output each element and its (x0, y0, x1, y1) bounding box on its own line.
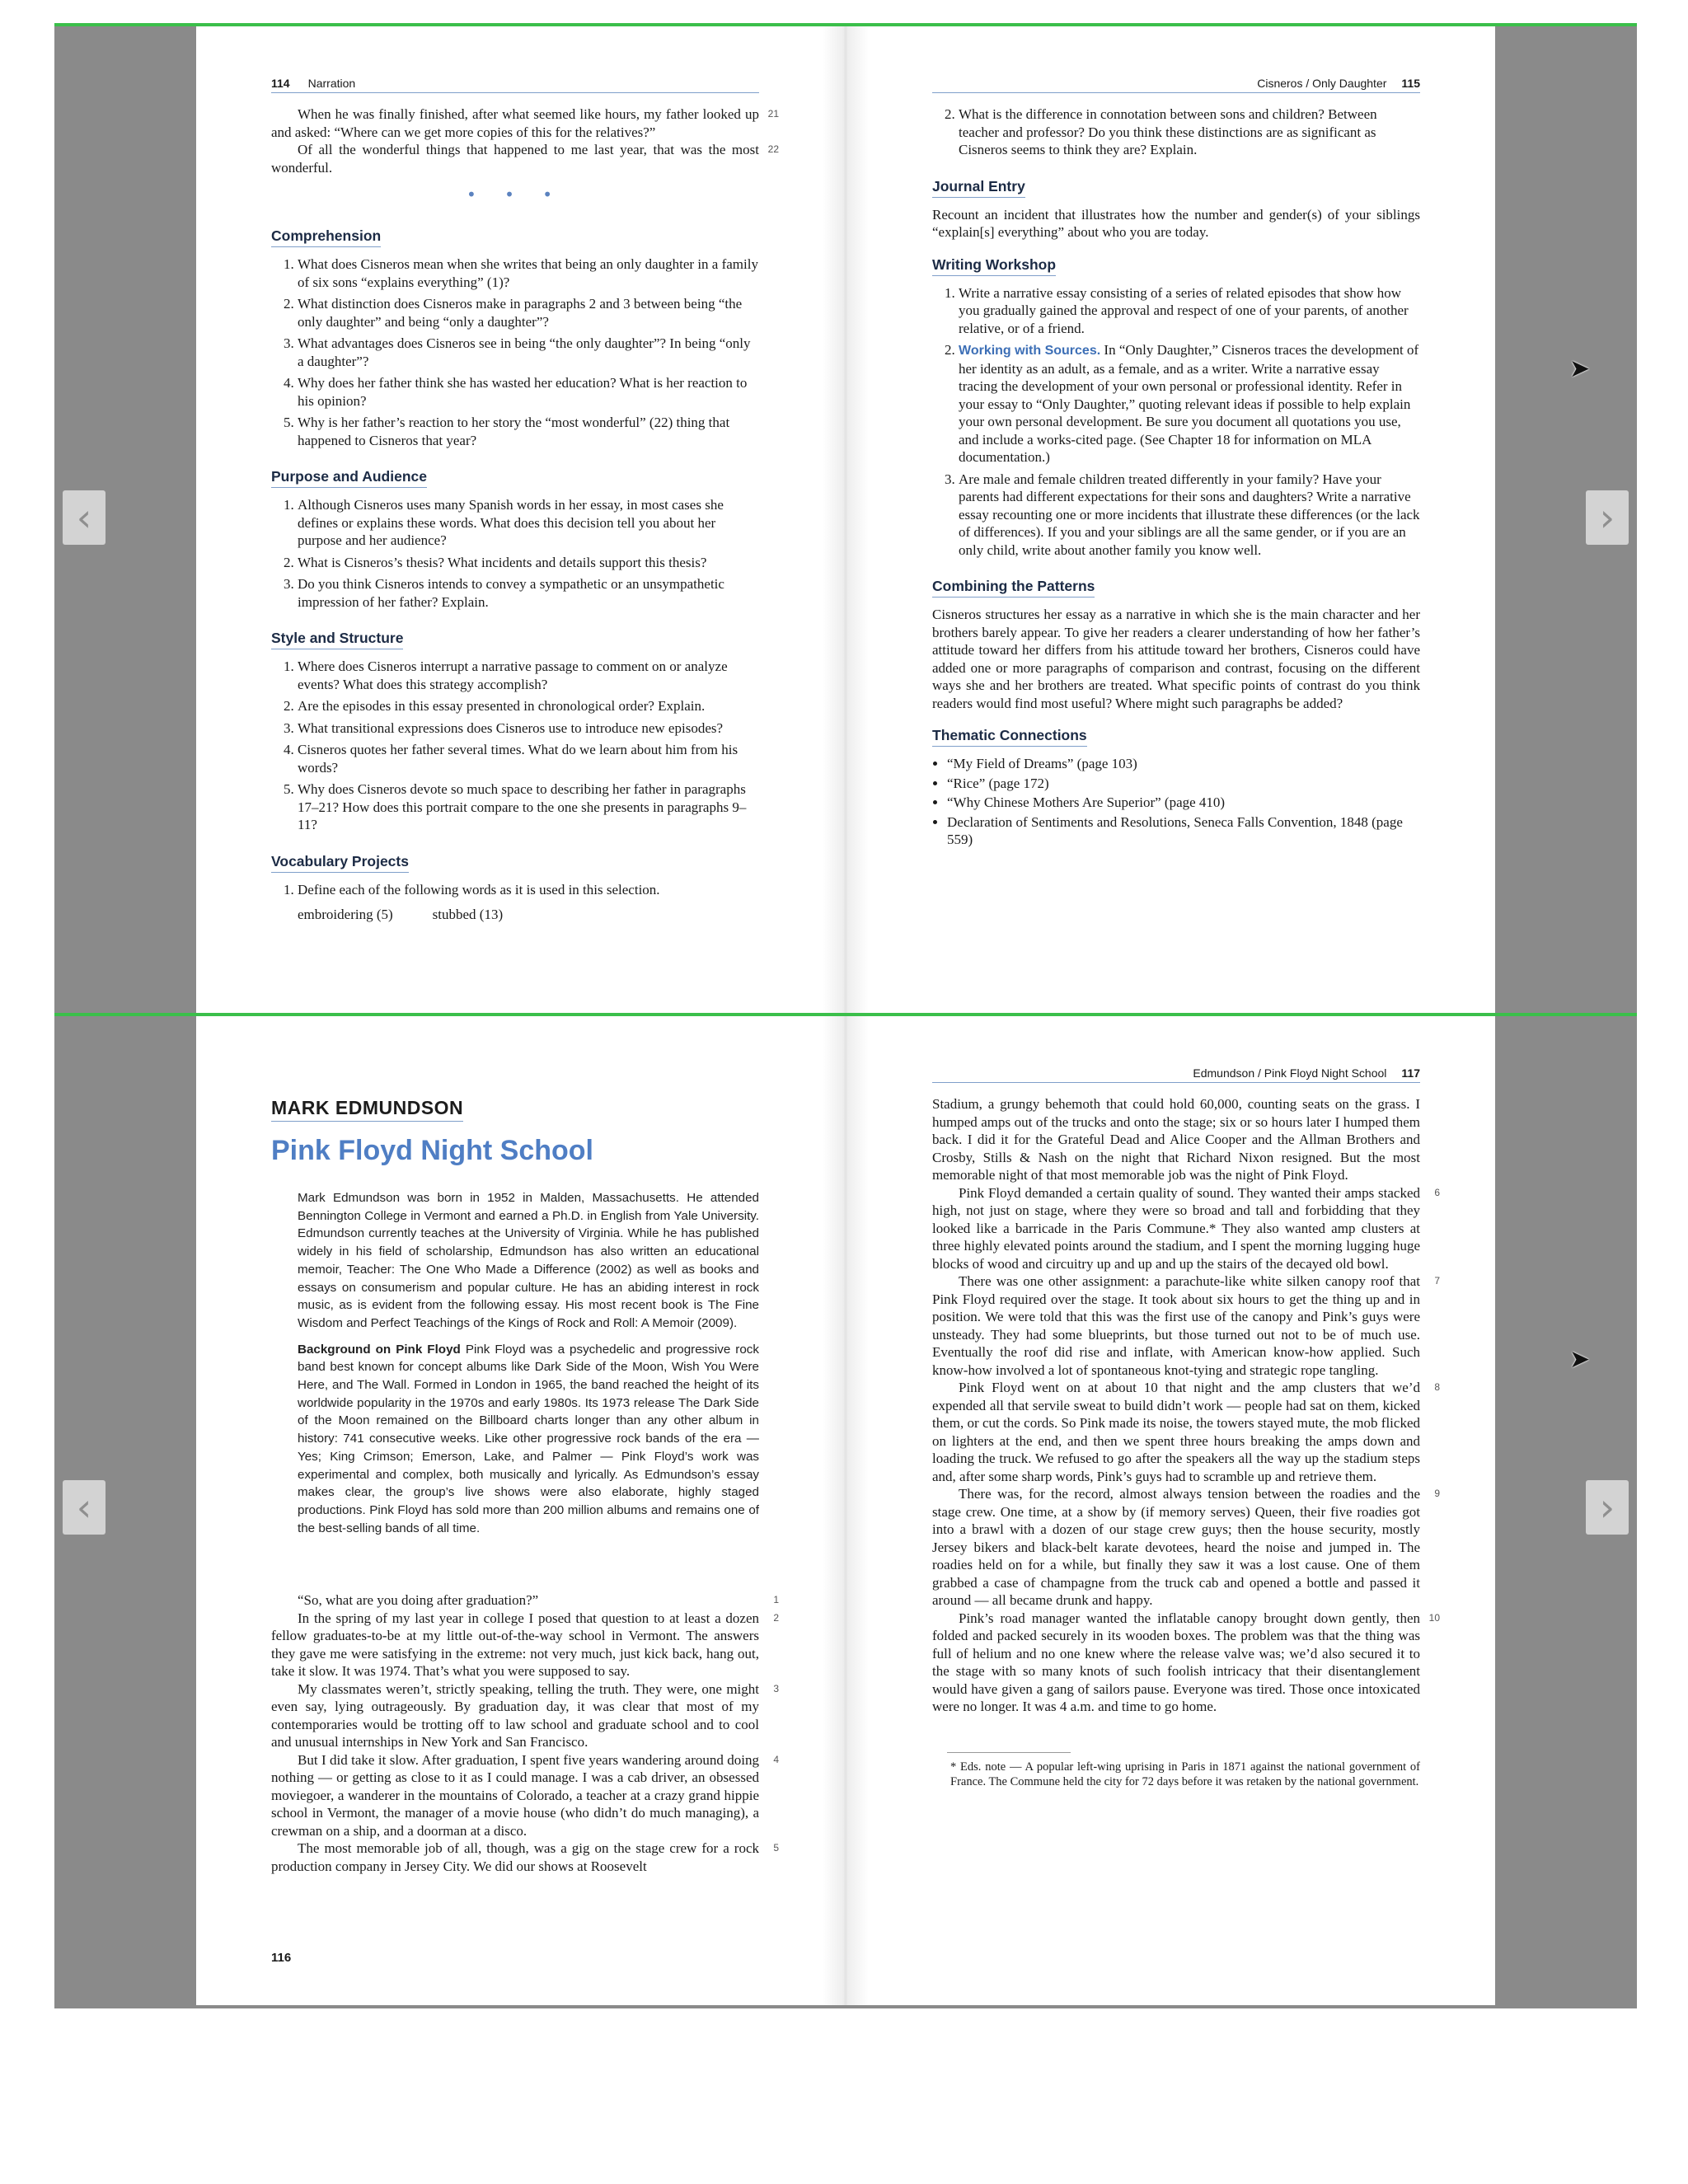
question: 5. Why is her father’s reaction to her story the “most wonderful” (22) thing that happened to Cisneros that year? (298, 414, 759, 449)
running-head (932, 1064, 1420, 1083)
page-116 (271, 1016, 779, 2005)
paragraph: There was, for the record, almost always tension between the roadies and the stage crew. One time, at a show by (if memory serves) Queen, their five roadies got into a brawl with a dozen of our stage crew guys; then the house security, mostly Jersey bikers and black-belt karate devotees, heard the noise and jumped in. The roadies held on for a while, but finally they saw it was a lost cause. One of them grabbed a case of champagne from the truck cab and opened a bottle and passed it around — all became drunk and happy. 9 (932, 1486, 1440, 1608)
spread-row-2 (54, 1013, 1637, 2008)
paragraph: My classmates weren’t, strictly speaking, telling the truth. They were, one might even say, lying outrageously. By graduation day, it was clear that most of my contemporaries would be trotting off to law school and graduate school and to cool and unusual internships in New York and San Francisco. 3 (271, 1680, 779, 1750)
page-115 (932, 26, 1420, 1015)
spread-row-1 (54, 23, 1637, 1019)
question: 1. Define each of the following words as it is used in this selection. (298, 881, 759, 899)
question: 1. Although Cisneros uses many Spanish words in her essay, in most cases she defines or explains these words. What does this decision tell you about her purpose and her audience? (298, 496, 759, 550)
question: 2. What distinction does Cisneros make in paragraphs 2 and 3 between being “the only daughter” and being “only a daughter”? (298, 295, 759, 330)
paragraph-number: 10 (1428, 1611, 1440, 1624)
question: 4. Why does her father think she has wasted her education? What is her reaction to his opinion? (298, 374, 759, 410)
question: 2. What is the difference in connotation between sons and children? Between teacher and professor? Do you think these distinctions are as significant as Cisneros seems to think they are? Explain. (959, 105, 1420, 159)
paragraph-number: 5 (773, 1842, 779, 1854)
mouse-pointer-icon: ➤ (1569, 354, 1591, 383)
next-page-button[interactable] (1586, 490, 1629, 545)
prev-page-button[interactable] (63, 490, 106, 545)
vocab-word: stubbed (13) (432, 907, 504, 922)
book-spread-114-115 (196, 26, 1495, 1015)
section-heading-comprehension: Comprehension (271, 227, 381, 247)
section-heading-style: Style and Structure (271, 630, 403, 649)
paragraph: There was one other assignment: a parachute-like white silken canopy roof that Pink Floyd required over the stage. It took about six hours to get the thing up and in position. We were told that this was the first use of the canopy and Pink’s guys were unsteady. They had some blueprints, but those turned out not to be of much use. Eventually the roof did rise and inflate, with American know-how applied. Such know-how involved a lot of spontaneous knot-tying and strategic rope tangling. 7 (932, 1273, 1440, 1378)
running-head (932, 74, 1420, 93)
page-114-content (271, 105, 779, 923)
writing-prompt: 2. Working with Sources. In “Only Daughter,” Cisneros traces the development of her identity as an adult, as a female, and as a writer. Write a narrative essay tracing the development of your own personal or professional identity. Refer in your essay to “Only Daughter,” quoting relevant ideas if possible to help explain your own personal development. Be sure you document all quotations you use, and include a works-cited page. (See Chapter 18 for information on MLA documentation.) (959, 341, 1420, 466)
paragraph-number: 1 (773, 1594, 779, 1605)
footnote-rule (947, 1752, 1071, 1753)
vocab-word: embroidering (5) (298, 907, 393, 922)
question: 1. Where does Cisneros interrupt a narrative passage to comment on or analyze events? What does this strategy accomplish? (298, 658, 759, 693)
question: 3. What advantages does Cisneros see in being “the only daughter”? In being “only a daughter”? (298, 335, 759, 370)
writing-workshop-prompts (932, 284, 1420, 560)
paragraph-number: 7 (1434, 1275, 1440, 1286)
paragraph: The most memorable job of all, though, was a gig on the stage crew for a rock production company in Jersey City. We did our shows at Roosevelt 5 (271, 1840, 779, 1874)
book-spread-116-117 (196, 1016, 1495, 2005)
headnote (298, 1189, 759, 1545)
vocabulary-questions (271, 881, 759, 899)
list-item: • “Why Chinese Mothers Are Superior” (page 410) (947, 794, 1420, 812)
page-number: 115 (1401, 77, 1420, 90)
section-heading-combining: Combining the Patterns (932, 578, 1095, 598)
paragraph: Pink Floyd demanded a certain quality of sound. They wanted their amps stacked high, not just on stage, where they were so broad and tall and forbidding that they looked like a barricade in the Paris Commune.* They also wanted amp clusters at three highly elevated points around the stadium, and I spent the morning lugging huge blocks of wood and circuitry up and up and up the stairs of the decayed old bowl. 6 (932, 1184, 1440, 1272)
writing-prompt: 3. Are male and female children treated differently in your family? Have your parents had different expectations for their sons and daughters? Write a narrative essay recounting one or more incidents that illustrate these differences (or the lack of differences). If you and your siblings are all the same gender, or if you are an only child, write about another family you know well. (959, 471, 1420, 560)
vocabulary-questions-continued (932, 105, 1420, 159)
paragraph-number: 4 (773, 1753, 779, 1765)
list-item: • Declaration of Sentiments and Resolutions, Seneca Falls Convention, 1848 (page 559) (947, 813, 1420, 849)
page-117 (932, 1016, 1440, 2005)
author-name: MARK EDMUNDSON (271, 1097, 463, 1122)
paragraph-number: 2 (773, 1611, 779, 1624)
page-number: 117 (1401, 1066, 1420, 1080)
style-questions (271, 658, 759, 834)
question: 2. What is Cisneros’s thesis? What incidents and details support this thesis? (298, 554, 759, 572)
page-number: 116 (271, 1951, 292, 1965)
list-item: • “My Field of Dreams” (page 103) (947, 755, 1420, 773)
paragraph: When he was finally finished, after what seemed like hours, my father looked up and asked: “Where can we get more copies of this for the relatives?” 21 (271, 106, 779, 140)
background-heading: Background on Pink Floyd (298, 1342, 461, 1357)
prev-page-button[interactable] (63, 1480, 106, 1535)
question: 2. Are the episodes in this essay presented in chronological order? Explain. (298, 697, 759, 715)
paragraph: Stadium, a grungy behemoth that could hold 60,000, counting seats on the grass. I humped amps out of the trucks and onto the stage; six or so hours later I humped them back. I did it for the Grateful Dead and Alice Cooper and the Allman Brothers and Crosby, Stills & Nash on the night that Richard Nixon resigned. But the most memorable night of that most memorable job was the night of Pink Floyd. (932, 1096, 1420, 1183)
section-ornament: • • • (466, 185, 565, 204)
paragraph: Of all the wonderful things that happened to me last year, that was the most wonderful. 22 (271, 142, 779, 176)
running-head (271, 74, 759, 93)
paragraph-number: 22 (767, 143, 779, 155)
page-number: 114 (271, 77, 290, 90)
paragraph: Pink Floyd went on at about 10 that night and the amp clusters that we’d expended all that servile sweat to build didn’t work — people had sat on them, kicked them, or cut the cords. So Pink made its noise, the towers stayed mute, the mob flicked on lighters at the end, and then we spent three hours breaking the amps down and loading the truck. We refused to go after the speakers all the way up the stadium steps and, after some sharp words, Pink’s guys had to scramble up and retrieve them. 8 (932, 1380, 1440, 1484)
writing-prompt: 1. Write a narrative essay consisting of a series of related episodes that show how you gradually gained the approval and respect of one of your parents, of another relative, or of a friend. (959, 284, 1420, 338)
journal-prompt: Recount an incident that illustrates how the number and gender(s) of your siblings “explain[s] everything” about who you are today. (932, 206, 1420, 240)
background-note: Background on Pink Floyd Pink Floyd was a psychedelic and progressive rock band best known for concept albums like Dark Side of the Moon, Wish You Were Here, and The Wall. Formed in London in 1965, the band reached the height of its worldwide popularity in the 1970s and early 1980s. Its 1973 release The Dark Side of the Moon remained on the Billboard charts longer than any other album in history: 741 consecutive weeks. Like other progressive rock bands of the era — Yes; King Crimson; Emerson, Lake, and Palmer — Pink Floyd’s work was experimental and complex, both musically and lyrically. As Edmundson’s essay makes clear, the group’s live shows were also elaborate, highly staged productions. Pink Floyd has sold more than 200 million albums and remains one of the best-selling bands of all time. (298, 1342, 759, 1535)
author-bio: Mark Edmundson was born in 1952 in Malden, Massachusetts. He attended Bennington College in Vermont and earned a Ph.D. in English from Yale University. Edmundson currently teaches at the University of Virginia. While he has published widely in his field of scholarship, Edmundson has also written an educational memoir, Teacher: The One Who Made a Difference (2002) as well as books and essays on consumerism and popular culture. He has an abiding interest in rock music, as is evident from the following essay. His most recent book is The Fine Wisdom and Perfect Teachings of the Kings of Rock and Roll: A Memoir (2009). (298, 1191, 759, 1330)
chevron-left-icon: ‹ (76, 1485, 92, 1530)
paragraph-number: 9 (1434, 1488, 1440, 1499)
thematic-connections-list (932, 755, 1420, 849)
comprehension-questions (271, 255, 759, 449)
book-gutter (823, 1016, 869, 2005)
section-heading-writing-workshop: Writing Workshop (932, 256, 1056, 276)
page-114 (271, 26, 779, 1015)
paragraph: In the spring of my last year in college I posed that question to at least a dozen fellow graduates-to-be at my little out-of-the-way school in Vermont. The answers they gave me were satisfying in the extreme: not very much, just kick back, hang out, take it slow. It was 1974. That’s what you were supposed to say. 2 (271, 1610, 779, 1679)
paragraph: “So, what are you doing after graduation?” 1 (298, 1592, 779, 1608)
footnote: * Eds. note — A popular left-wing uprising in Paris in 1871 against the national government of France. The Commune held the city for 72 days before it was retaken by the national government. (950, 1760, 1420, 1788)
question: 1. What does Cisneros mean when she writes that being an only daughter in a family of six sons “explains everything” (1)? (298, 255, 759, 291)
working-with-sources-link[interactable]: Working with Sources. (959, 344, 1101, 358)
section-heading-journal: Journal Entry (932, 178, 1025, 198)
essay-body-continued (932, 1095, 1440, 1789)
combining-text: Cisneros structures her essay as a narrative in which she is the main character and her brothers barely appear. To give her readers a clearer understanding of how her father’s attitude toward her differs from his attitude toward her brothers, Cisneros could have added one or more paragraphs of comparison and contrast, focusing on the different ways she and her brothers are treated. What specific points of contrast do you think readers would find most useful? Where might such paragraphs be added? (932, 607, 1420, 711)
running-head-title: Cisneros / Only Daughter (1257, 77, 1387, 90)
section-heading-thematic: Thematic Connections (932, 727, 1087, 747)
essay-title: Pink Floyd Night School (271, 1135, 593, 1166)
essay-body (271, 1591, 779, 1875)
question: 4. Cisneros quotes her father several times. What do we learn about him from his words? (298, 741, 759, 776)
paragraph: Pink’s road manager wanted the inflatable canopy brought down gently, then folded and packed securely in its wooden boxes. The problem was that the thing was full of helium and no one knew where the release valve was; we’d also secured it to the stage with so many knots of such foolish intricacy that their disentanglement would have given a gang of sailors pause. Everyone was tired. Those once intoxicated were no longer. It was 4 a.m. and time to go home. 10 (932, 1610, 1440, 1714)
paragraph-number: 3 (773, 1682, 779, 1694)
section-heading-purpose: Purpose and Audience (271, 468, 427, 488)
purpose-questions (271, 496, 759, 611)
chevron-right-icon: › (1599, 495, 1615, 540)
section-heading-vocabulary: Vocabulary Projects (271, 853, 409, 873)
paragraph-number: 6 (1434, 1186, 1440, 1198)
vocabulary-words (298, 907, 759, 923)
page-115-content (932, 105, 1420, 851)
chevron-left-icon: ‹ (76, 495, 92, 540)
chevron-right-icon: › (1599, 1485, 1615, 1530)
next-page-button[interactable] (1586, 1480, 1629, 1535)
mouse-pointer-icon: ➤ (1569, 1345, 1591, 1374)
question: 3. What transitional expressions does Cisneros use to introduce new episodes? (298, 719, 759, 738)
list-item: • “Rice” (page 172) (947, 775, 1420, 793)
paragraph-number: 8 (1434, 1381, 1440, 1393)
question: 3. Do you think Cisneros intends to convey a sympathetic or an unsympathetic impression of her father? Explain. (298, 575, 759, 611)
paragraph: But I did take it slow. After graduation, I spent five years wandering around doing nothing — or getting as close to it as I could manage. I was a cab driver, an obsessed moviegoer, a wanderer in the mountains of Colorado, a teacher at a crazy grand hippie school in Vermont, the manager of a movie house (who didn’t do much managing), a crewman on a ship, and a doorman at a disco. 4 (271, 1751, 779, 1839)
question: 5. Why does Cisneros devote so much space to describing her father in paragraphs 17–21? How does this portrait compare to the one she presents in paragraphs 9–11? (298, 780, 759, 834)
book-gutter (823, 26, 869, 1015)
running-head-title: Edmundson / Pink Floyd Night School (1193, 1066, 1387, 1080)
paragraph-number: 21 (767, 108, 779, 120)
running-head-title: Narration (307, 77, 356, 90)
